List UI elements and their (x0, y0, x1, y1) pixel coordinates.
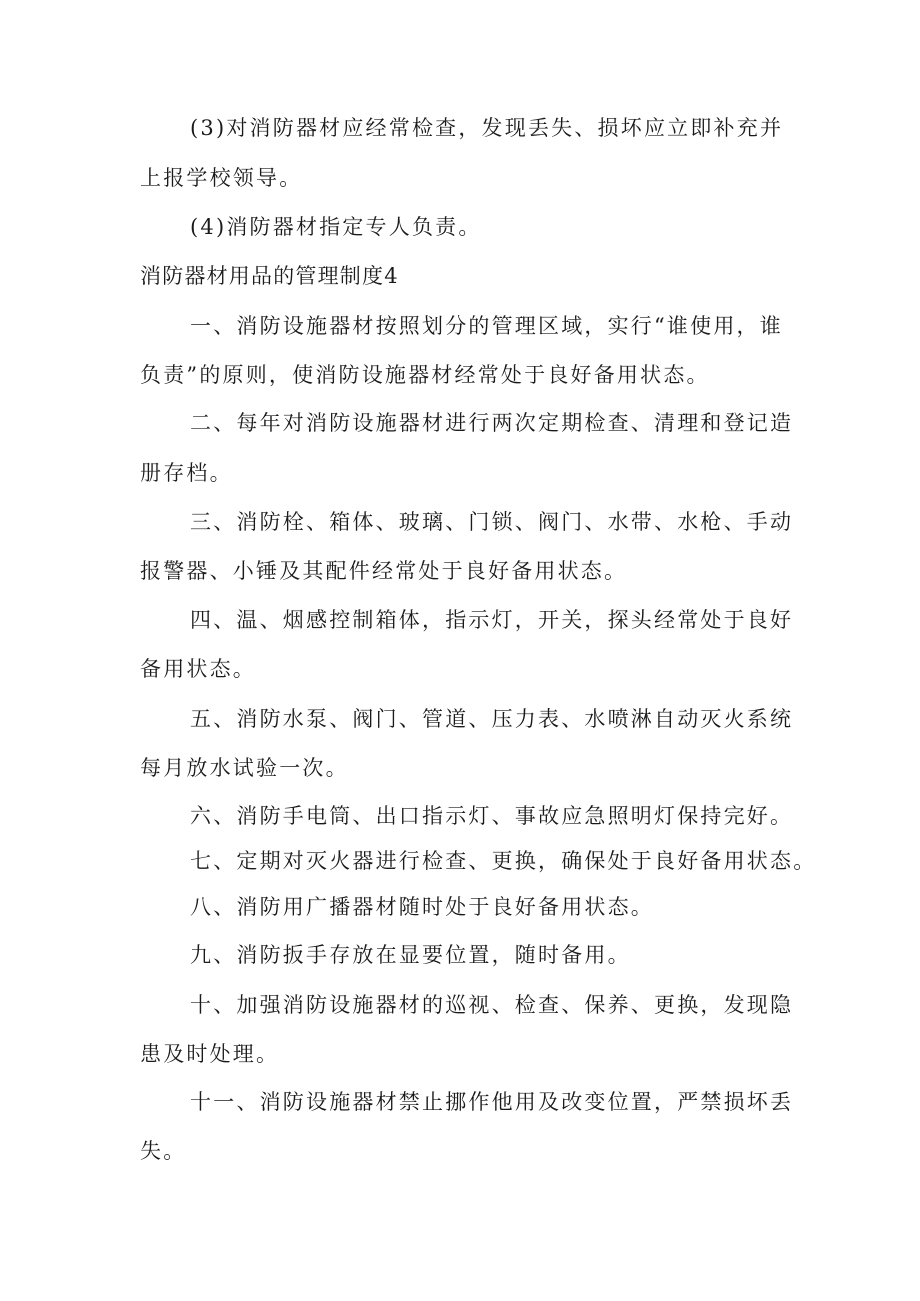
text-line: (4)消防器材指定专人负责。 (190, 215, 482, 239)
text-line: 七、定期对灭火器进行检查、更换，确保处于良好备用状态。 (190, 849, 817, 873)
text-line: 负责”的原则，使消防设施器材经常处于良好备用状态。 (140, 363, 710, 387)
text-line: 八、消防用广播器材随时处于良好备用状态。 (190, 895, 654, 919)
text-line: 报警器、小锤及其配件经常处于良好备用状态。 (140, 559, 628, 583)
text-line: (3)对消防器材应经常检查，发现丢失、损坏应立即补充并 (190, 116, 784, 140)
text-line: 册存档。 (140, 461, 233, 485)
section-heading: 消防器材用品的管理制度4 (140, 264, 399, 288)
text-line: 六、消防手电筒、出口指示灯、事故应急照明灯保持完好。 (190, 804, 794, 828)
text-line: 十、加强消防设施器材的巡视、检查、保养、更换，发现隐 (190, 993, 794, 1017)
text-line: 九、消防扳手存放在显要位置，随时备用。 (190, 943, 631, 967)
text-line: 三、消防栓、箱体、玻璃、门锁、阀门、水带、水枪、手动 (190, 510, 794, 534)
text-line: 患及时处理。 (140, 1042, 280, 1066)
text-line: 上报学校领导。 (140, 166, 303, 190)
text-line: 失。 (140, 1139, 187, 1163)
text-line: 每月放水试验一次。 (140, 756, 349, 780)
text-line: 四、温、烟感控制箱体，指示灯，开关，探头经常处于良好 (190, 608, 794, 632)
text-line: 一、消防设施器材按照划分的管理区域，实行“谁使用，谁 (190, 314, 783, 338)
text-line: 十一、消防设施器材禁止挪作他用及改变位置，严禁损坏丢 (190, 1090, 794, 1114)
text-line: 二、每年对消防设施器材进行两次定期检查、清理和登记造 (190, 411, 794, 435)
text-line: 备用状态。 (140, 657, 256, 681)
text-line: 五、消防水泵、阀门、管道、压力表、水喷淋自动灭火系统 (190, 707, 794, 731)
